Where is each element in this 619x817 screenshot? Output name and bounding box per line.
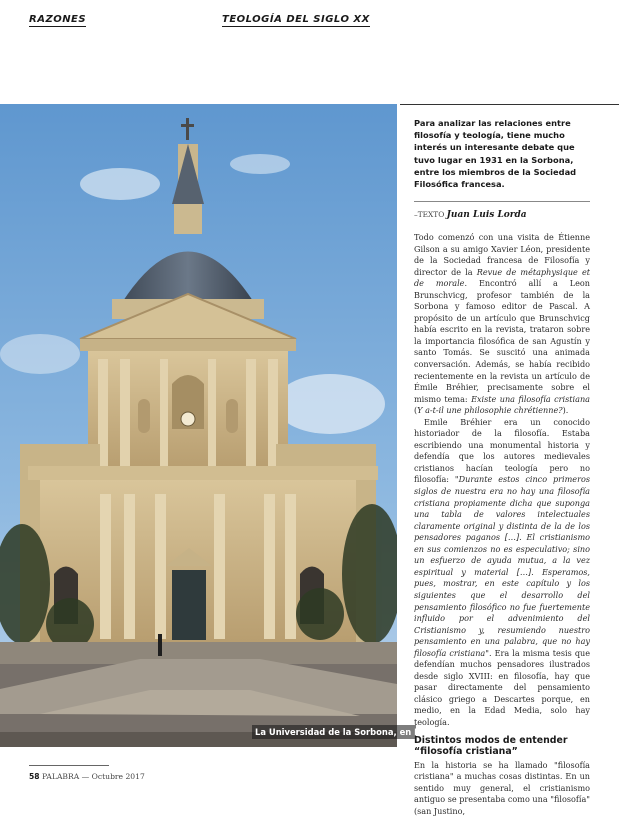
text-run: ". Era la misma tesis que defendían muchos pensadores ilustrados desde siglo XVIII: en filosofía, hay que pasar directamente del pensamiento clásico griego a Descartes porque, en medio, en la Edad Media, solo hay teología. [414, 647, 591, 727]
paragraph-1 [414, 232, 590, 417]
article-body [414, 232, 590, 817]
byline-rule [414, 201, 590, 202]
issue-date: — Octubre 2017 [81, 772, 145, 781]
footer [29, 772, 145, 781]
section-label: RAZONES [29, 14, 87, 25]
text-run: ( [414, 405, 418, 416]
text-run: Todo comenzó con una visita de Étienne Gilson a su amigo Xavier Léon, presidente de la Sociedad francesa de Filosofía y director de la [414, 232, 590, 277]
footer-rule [29, 765, 109, 766]
byline-author: Juan Luis Lorda [446, 210, 527, 220]
paragraph-3: En la historia se ha llamado "filosofía cristiana" a muchas cosas distintas. En un sentido muy general, el cristianismo antiguo se presentaba como una "filosofía" (san Justino, [414, 759, 590, 816]
journal-title: Revue de métaphysique et de morale [414, 266, 590, 289]
magazine-name: PALABRA [42, 772, 80, 781]
text-run: ). [562, 405, 569, 416]
text-run: Emile Bréhier era un conocido historiador de la filosofía. Estaba escribiendo una monumental historia y defendía que los autores medievales cristianos hacían teología pero no filosofía: " [414, 416, 590, 485]
article-title: Existe una filosofía cristiana [471, 393, 590, 404]
paragraph-2 [414, 417, 590, 729]
article-title-original: Y a-t-il une philosophie chrétienne? [417, 405, 563, 416]
byline [414, 210, 527, 220]
top-rule [400, 104, 619, 105]
subheading: Distintos modos de entender “filosofía cristiana” [414, 734, 568, 758]
quote: Durante estos cinco primeros siglos de nuestra era no hay una filosofía cristiana propiamente dicha que suponga una tabla de valores intelectuales claramente original y distinta de la de los pensadores paganos […]. El cristianismo en sus comienzos no es especulativo; sino un esfuerzo de ayuda mutua, a la vez espiritual y material […]. Esperamos, pues, mostrar, en este capítulo y los siguientes que el desarrollo del pensamiento filosófico no fue fuertemente influido por el advenimiento del Cristianismo y, resumiendo nuestro pensamiento en una palabra, que no hay filosofía cristiana [414, 474, 590, 658]
lede: Para analizar las relaciones entre filosofía y teología, tiene mucho interés un interesante debate que tuvo lugar en 1931 en la Sorbona, entre los miembros de la Sociedad Filosófica francesa. [414, 118, 577, 190]
series-label: TEOLOGÍA DEL SIGLO XX [222, 14, 370, 25]
text-run: . Encontró allí a Leon Brunschvicg, profesor también de la Sorbona y famoso editor de Pascal. A propósito de un artículo que Brunschvicg había escrito en la revista, trataron sobre la importancia filosófica de san Agustín y santo Tomás. Se suscitó una animada conversación. Además, se había recibido recientemente en la revista un artículo de Émile Bréhier, precisamente sobre el mismo tema: [414, 278, 590, 404]
byline-prefix: –TEXTO [414, 210, 445, 219]
sorbonne-photo [0, 104, 397, 747]
photo-caption: La Universidad de la Sorbona, en París. [252, 725, 416, 739]
page-number: 58 [29, 772, 40, 781]
